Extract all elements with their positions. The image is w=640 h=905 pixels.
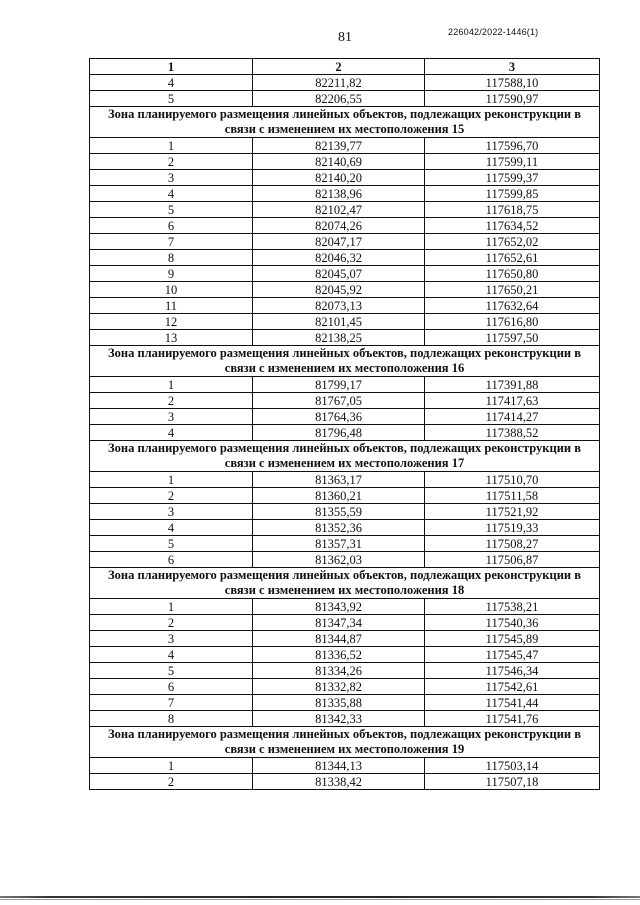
- row-cell-3: 117511,58: [425, 488, 600, 504]
- table-row: [90, 695, 600, 711]
- row-cell-1: 6: [90, 679, 253, 695]
- table-row: [90, 314, 600, 330]
- row-cell-3: 117545,47: [425, 647, 600, 663]
- table-row: [90, 218, 600, 234]
- row-cell-1: 4: [90, 186, 253, 202]
- document-code: 226042/2022-1446(1): [448, 27, 539, 37]
- table-row: [90, 282, 600, 298]
- row-cell-3: 117541,44: [425, 695, 600, 711]
- table-row: [90, 393, 600, 409]
- row-cell-3: 117503,14: [425, 758, 600, 774]
- row-cell-3: 117590,97: [425, 91, 600, 107]
- row-cell-2: 82206,55: [253, 91, 425, 107]
- zone-heading-row: [90, 568, 600, 599]
- row-cell-3: 117542,61: [425, 679, 600, 695]
- row-cell-3: 117546,34: [425, 663, 600, 679]
- table-row: [90, 91, 600, 107]
- coordinates-table: [89, 58, 600, 790]
- row-cell-3: 117538,21: [425, 599, 600, 615]
- scan-edge-line: [0, 896, 640, 898]
- row-cell-1: 4: [90, 425, 253, 441]
- row-cell-2: 82073,13: [253, 298, 425, 314]
- row-cell-2: 81796,48: [253, 425, 425, 441]
- row-cell-1: 3: [90, 409, 253, 425]
- zone-title: Зона планируемого размещения линейных объектов, подлежащих реконструкции в связи с изменением их местоположения 18: [90, 568, 600, 599]
- header-cell-1: 1: [90, 59, 253, 75]
- row-cell-2: 82046,32: [253, 250, 425, 266]
- row-cell-1: 11: [90, 298, 253, 314]
- table-header-row: [90, 59, 600, 75]
- row-cell-1: 6: [90, 218, 253, 234]
- row-cell-2: 82140,20: [253, 170, 425, 186]
- row-cell-2: 81334,26: [253, 663, 425, 679]
- row-cell-1: 1: [90, 599, 253, 615]
- table-row: [90, 504, 600, 520]
- row-cell-2: 82211,82: [253, 75, 425, 91]
- row-cell-2: 81347,34: [253, 615, 425, 631]
- row-cell-3: 117519,33: [425, 520, 600, 536]
- row-cell-3: 117618,75: [425, 202, 600, 218]
- row-cell-2: 81764,36: [253, 409, 425, 425]
- coordinates-table-body: [90, 59, 600, 790]
- row-cell-2: 81355,59: [253, 504, 425, 520]
- table-row: [90, 138, 600, 154]
- table-row: [90, 409, 600, 425]
- row-cell-3: 117508,27: [425, 536, 600, 552]
- row-cell-3: 117510,70: [425, 472, 600, 488]
- row-cell-3: 117588,10: [425, 75, 600, 91]
- row-cell-2: 82047,17: [253, 234, 425, 250]
- row-cell-1: 2: [90, 488, 253, 504]
- row-cell-1: 2: [90, 774, 253, 790]
- table-row: [90, 711, 600, 727]
- zone-title: Зона планируемого размещения линейных объектов, подлежащих реконструкции в связи с изменением их местоположения 16: [90, 346, 600, 377]
- row-cell-3: 117652,02: [425, 234, 600, 250]
- row-cell-1: 5: [90, 202, 253, 218]
- row-cell-3: 117652,61: [425, 250, 600, 266]
- row-cell-3: 117650,80: [425, 266, 600, 282]
- table-row: [90, 234, 600, 250]
- table-row: [90, 599, 600, 615]
- row-cell-2: 82139,77: [253, 138, 425, 154]
- table-row: [90, 758, 600, 774]
- table-row: [90, 377, 600, 393]
- row-cell-2: 82101,45: [253, 314, 425, 330]
- table-row: [90, 774, 600, 790]
- row-cell-1: 4: [90, 75, 253, 91]
- row-cell-3: 117388,52: [425, 425, 600, 441]
- row-cell-2: 81335,88: [253, 695, 425, 711]
- table-row: [90, 663, 600, 679]
- row-cell-3: 117597,50: [425, 330, 600, 346]
- row-cell-2: 81342,33: [253, 711, 425, 727]
- row-cell-1: 4: [90, 647, 253, 663]
- row-cell-3: 117634,52: [425, 218, 600, 234]
- row-cell-1: 5: [90, 91, 253, 107]
- row-cell-1: 2: [90, 393, 253, 409]
- table-row: [90, 472, 600, 488]
- row-cell-3: 117417,63: [425, 393, 600, 409]
- row-cell-3: 117596,70: [425, 138, 600, 154]
- table-row: [90, 266, 600, 282]
- row-cell-1: 1: [90, 138, 253, 154]
- row-cell-2: 81799,17: [253, 377, 425, 393]
- row-cell-1: 3: [90, 170, 253, 186]
- table-row: [90, 425, 600, 441]
- row-cell-3: 117521,92: [425, 504, 600, 520]
- row-cell-3: 117506,87: [425, 552, 600, 568]
- row-cell-1: 5: [90, 663, 253, 679]
- row-cell-1: 2: [90, 154, 253, 170]
- row-cell-2: 81360,21: [253, 488, 425, 504]
- row-cell-2: 82074,26: [253, 218, 425, 234]
- row-cell-1: 10: [90, 282, 253, 298]
- row-cell-3: 117632,64: [425, 298, 600, 314]
- row-cell-2: 81344,87: [253, 631, 425, 647]
- row-cell-2: 82045,92: [253, 282, 425, 298]
- table-row: [90, 536, 600, 552]
- table-row: [90, 679, 600, 695]
- row-cell-1: 7: [90, 234, 253, 250]
- row-cell-2: 81336,52: [253, 647, 425, 663]
- zone-heading-row: [90, 107, 600, 138]
- zone-heading-row: [90, 346, 600, 377]
- table-row: [90, 330, 600, 346]
- row-cell-3: 117507,18: [425, 774, 600, 790]
- row-cell-2: 82045,07: [253, 266, 425, 282]
- row-cell-2: 81332,82: [253, 679, 425, 695]
- row-cell-3: 117541,76: [425, 711, 600, 727]
- row-cell-2: 82102,47: [253, 202, 425, 218]
- row-cell-1: 5: [90, 536, 253, 552]
- row-cell-2: 82138,25: [253, 330, 425, 346]
- table-row: [90, 520, 600, 536]
- scan-edge-line-thin: [0, 899, 640, 900]
- zone-title: Зона планируемого размещения линейных объектов, подлежащих реконструкции в связи с изменением их местоположения 17: [90, 441, 600, 472]
- table-row: [90, 202, 600, 218]
- row-cell-2: 82140,69: [253, 154, 425, 170]
- row-cell-2: 82138,96: [253, 186, 425, 202]
- row-cell-3: 117616,80: [425, 314, 600, 330]
- row-cell-3: 117599,11: [425, 154, 600, 170]
- table-row: [90, 250, 600, 266]
- row-cell-1: 6: [90, 552, 253, 568]
- row-cell-1: 1: [90, 758, 253, 774]
- row-cell-3: 117540,36: [425, 615, 600, 631]
- table-row: [90, 75, 600, 91]
- row-cell-1: 13: [90, 330, 253, 346]
- row-cell-1: 4: [90, 520, 253, 536]
- row-cell-2: 81344,13: [253, 758, 425, 774]
- header-cell-3: 3: [425, 59, 600, 75]
- row-cell-1: 9: [90, 266, 253, 282]
- row-cell-1: 3: [90, 504, 253, 520]
- row-cell-3: 117599,37: [425, 170, 600, 186]
- row-cell-3: 117650,21: [425, 282, 600, 298]
- row-cell-1: 8: [90, 250, 253, 266]
- row-cell-1: 3: [90, 631, 253, 647]
- row-cell-2: 81338,42: [253, 774, 425, 790]
- row-cell-2: 81362,03: [253, 552, 425, 568]
- table-row: [90, 154, 600, 170]
- table-row: [90, 186, 600, 202]
- row-cell-2: 81357,31: [253, 536, 425, 552]
- table-row: [90, 170, 600, 186]
- table-row: [90, 552, 600, 568]
- row-cell-3: 117599,85: [425, 186, 600, 202]
- table-row: [90, 647, 600, 663]
- table-row: [90, 631, 600, 647]
- row-cell-2: 81767,05: [253, 393, 425, 409]
- row-cell-2: 81343,92: [253, 599, 425, 615]
- zone-heading-row: [90, 441, 600, 472]
- row-cell-2: 81363,17: [253, 472, 425, 488]
- row-cell-1: 12: [90, 314, 253, 330]
- row-cell-1: 1: [90, 377, 253, 393]
- header-cell-2: 2: [253, 59, 425, 75]
- table-row: [90, 488, 600, 504]
- page-number: 81: [338, 30, 352, 45]
- zone-title: Зона планируемого размещения линейных объектов, подлежащих реконструкции в связи с изменением их местоположения 19: [90, 727, 600, 758]
- table-row: [90, 298, 600, 314]
- row-cell-1: 7: [90, 695, 253, 711]
- row-cell-3: 117545,89: [425, 631, 600, 647]
- table-row: [90, 615, 600, 631]
- zone-title: Зона планируемого размещения линейных объектов, подлежащих реконструкции в связи с изменением их местоположения 15: [90, 107, 600, 138]
- row-cell-3: 117391,88: [425, 377, 600, 393]
- row-cell-2: 81352,36: [253, 520, 425, 536]
- row-cell-1: 2: [90, 615, 253, 631]
- row-cell-1: 1: [90, 472, 253, 488]
- row-cell-1: 8: [90, 711, 253, 727]
- zone-heading-row: [90, 727, 600, 758]
- row-cell-3: 117414,27: [425, 409, 600, 425]
